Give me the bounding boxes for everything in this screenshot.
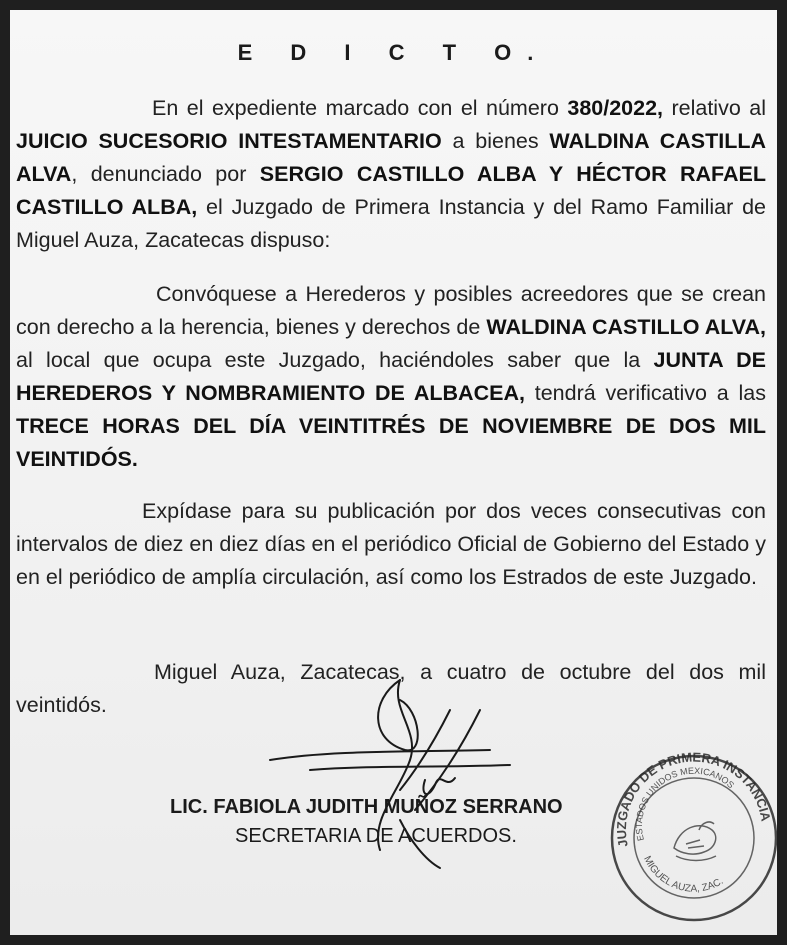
court-seal [604,748,777,928]
case-type: JUICIO SUCESORIO INTESTAMENTARIO [16,129,442,153]
signer-title: SECRETARIA DE ACUERDOS. [235,825,517,847]
p1-text-g: , denunciado por [71,162,260,186]
edict-page [10,10,777,935]
p2-text-a: Convóquese a Herederos y posibles acreedores que se crean con derecho a la herencia, bienes y derechos de [16,282,766,339]
eagle-emblem-icon [674,822,716,861]
meeting-name: JUNTA DE HEREDEROS Y NOMBRAMIENTO DE ALBACEA, [16,348,766,405]
p1-text-a: En el expediente marcado con el número [152,96,568,120]
deceased-name-2: WALDINA CASTILLO ALVA, [486,315,767,339]
meeting-date: TRECE HORAS DEL DÍA VEINTITRÉS DE NOVIEMBRE DE DOS MIL VEINTIDÓS. [16,414,766,471]
p2-text-e: tendrá verificativo a las [524,381,766,405]
case-number: 380/2022, [567,96,664,120]
document-title: E D I C T O. [237,40,550,65]
claimants-names: SERGIO CASTILLO ALBA Y HÉCTOR RAFAEL CASTILLO ALBA, [16,162,766,219]
seal-outer-text: JUZGADO DE PRIMERA INSTANCIA [613,749,774,849]
paragraph-publication: Expídase para su publicación por dos veces consecutivas con intervalos de diez en diez días en el periódico Oficial de Gobierno del Estado y en el periódico de amplía circulación, así como los Estrados de este Juzgado. [16,499,766,589]
p2-text-c: al local que ocupa este Juzgado, haciéndoles saber que la [16,348,654,372]
p1-text-e: a bienes [441,129,550,153]
seal-inner-text: ESTADOS UNIDOS MEXICANOS [633,765,737,842]
deceased-name: WALDINA CASTILLA ALVA [16,129,766,186]
paragraph-case-intro [16,92,766,257]
seal-bottom-text: MIGUEL AUZA, ZAC. [641,854,726,895]
p1-text-i: el Juzgado de Primera Instancia y del Ramo Familiar de Miguel Auza, Zacatecas dispuso: [16,195,766,252]
signer-name: LIC. FABIOLA JUDITH MUÑOZ SERRANO [170,796,563,818]
svg-text:MIGUEL AUZA, ZAC. [641,854,725,894]
paragraph-convocation [16,278,766,476]
p1-text-c: relativo al [663,96,766,120]
paragraph-place-date: Miguel Auza, Zacatecas, a cuatro de octubre del dos mil veintidós. [16,660,766,717]
